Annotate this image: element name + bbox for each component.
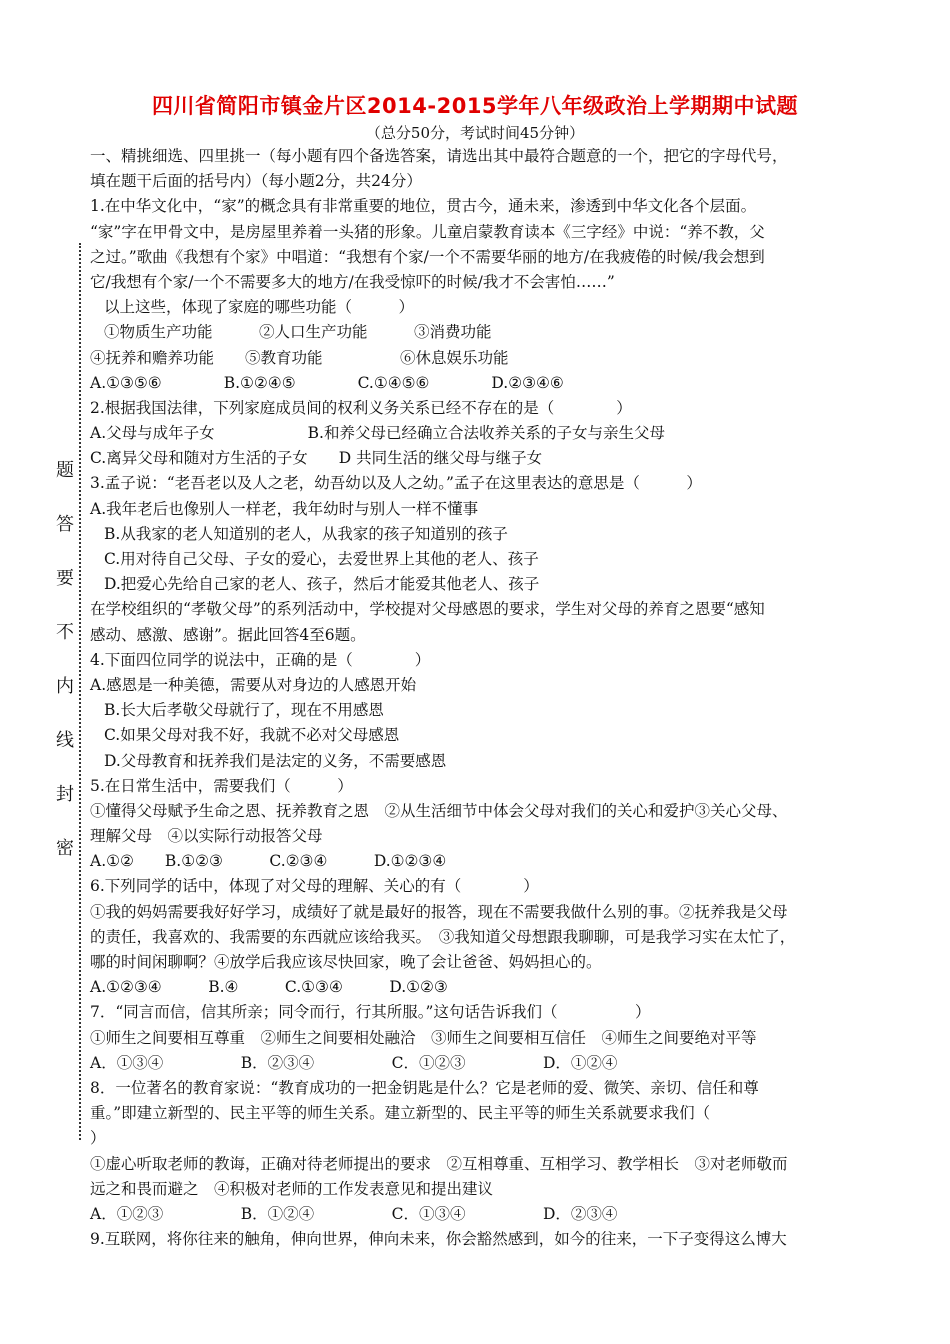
question-1-items: ①物质生产功能 ②人口生产功能 ③消费功能 (104, 323, 492, 342)
exam-title: 四川省简阳市镇金片区2014-2015学年八年级政治上学期期中试题 (151, 94, 799, 118)
margin-char: 要 (56, 568, 74, 589)
margin-char: 内 (56, 676, 74, 697)
question-6-options: A.①②③④ B.④ C.①③④ D.①②③ (90, 978, 448, 997)
question-4-option-c: C.如果父母对我不好，我就不必对父母感恩 (104, 726, 400, 745)
question-8-stem: ） (90, 1129, 106, 1148)
passage-4-6: 在学校组织的“孝敬父母”的系列活动中，学校提对父母感恩的要求，学生对父母的养育之恩要“感知 (90, 600, 765, 619)
question-1-prompt: 以上这些，体现了家庭的哪些功能（ ） (104, 298, 415, 317)
question-2-stem: 2.根据我国法律，下列家庭成员间的权利义务关系已经不存在的是（ ） (90, 398, 632, 417)
question-1-stem: 1.在中华文化中，“家”的概念具有非常重要的地位，贯古今，通未来，渗透到中华文化各个层面。 (90, 197, 757, 216)
passage-4-6: 感动、感激、感谢”。据此回答4至6题。 (90, 625, 366, 644)
section-heading-cont: 填在题干后面的括号内）（每小题2分，共24分） (90, 172, 422, 191)
question-4-option-d: D.父母教育和抚养我们是法定的义务，不需要感恩 (104, 751, 447, 770)
question-3-option-d: D.把爱心先给自己家的老人、孩子，然后才能爱其他老人、孩子 (104, 575, 540, 594)
question-9-stem: 9.互联网，将你往来的触角，伸向世界，伸向未来，你会豁然感到，如今的往来，一下子变得这么博大 (90, 1230, 787, 1249)
question-5-stem: 5.在日常生活中，需要我们（ ） (90, 776, 353, 795)
exam-body (90, 144, 862, 1252)
binding-margin-text (54, 460, 76, 892)
question-3-stem: 3.孟子说：“老吾老以及人之老，幼吾幼以及人之幼。”孟子在这里表达的意思是（ ） (90, 474, 702, 493)
question-3-option-c: C.用对待自己父母、子女的爱心，去爱世界上其他的老人、孩子 (104, 550, 539, 568)
question-7-options: A．①③④ B．②③④ C．①②③ D．①②④ (90, 1053, 618, 1072)
question-1-stem: “家”字在甲骨文中，是房屋里养着一头猪的形象。儿童启蒙教育读本《三字经》中说：“养不教，父 (90, 222, 765, 241)
question-1-options: A.①③⑤⑥ B.①②④⑤ C.①④⑤⑥ D.②③④⑥ (90, 373, 564, 392)
question-1-items: ④抚养和赡养功能 ⑤教育功能 ⑥休息娱乐功能 (90, 348, 509, 367)
question-8-stem: 8．一位著名的教育家说：“教育成功的一把金钥匙是什么？它是老师的爱、微笑、亲切、信任和尊 (90, 1078, 759, 1097)
question-4-stem: 4.下面四位同学的说法中，正确的是（ ） (90, 650, 431, 669)
margin-char: 密 (56, 838, 74, 859)
margin-char: 题 (56, 460, 74, 481)
question-8-items: ①虚心听取老师的教诲，正确对待老师提出的要求 ②互相尊重、互相学习、教学相长 ③对老师敬而 (90, 1154, 788, 1173)
margin-char: 不 (56, 622, 74, 643)
question-1-stem: 之过。”歌曲《我想有个家》中唱道：“我想有个家/一个不需要华丽的地方/在我疲倦的时候/我会想到 (90, 247, 765, 266)
question-5-items: 理解父母 ④以实际行动报答父母 (90, 827, 323, 846)
question-2-options: A.父母与成年子女 B.和养父母已经确立合法收养关系的子女与亲生父母 (90, 424, 665, 443)
question-6-items: 哪的时间闲聊啊？④放学后我应该尽快回家，晚了会让爸爸、妈妈担心的。 (90, 953, 602, 971)
exam-subtitle: （总分50分，考试时间45分钟） (365, 124, 585, 142)
question-5-options: A.①② B.①②③ C.②③④ D.①②③④ (90, 852, 447, 871)
question-6-items: 的责任，我喜欢的、我需要的东西就应该给我买。 ③我知道父母想跟我聊聊，可是我学习实在太忙了， (90, 927, 796, 946)
question-8-stem: 重。”即建立新型的、民主平等的师生关系。建立新型的、民主平等的师生关系就要求我们（ (90, 1104, 711, 1123)
section-heading: 一、精挑细选、四里挑一（每小题有四个备选答案，请选出其中最符合题意的一个，把它的字母代号， (90, 147, 788, 165)
question-4-option-b: B.长大后孝敬父母就行了，现在不用感恩 (104, 701, 384, 720)
question-1-stem: 它/我想有个家/一个不需要多大的地方/在我受惊吓的时候/我才不会害怕……” (90, 272, 615, 291)
question-6-items: ①我的妈妈需要我好好学习，成绩好了就是最好的报答，现在不需要我做什么别的事。②抚养我是父母 (90, 902, 788, 921)
question-7-items: ①师生之间要相互尊重 ②师生之间要相处融洽 ③师生之间要相互信任 ④师生之间要绝对平等 (90, 1028, 757, 1047)
question-8-items: 远之和畏而避之 ④积极对老师的工作发表意见和提出建议 (90, 1179, 494, 1198)
question-8-options: A．①②③ B．①②④ C．①③④ D．②③④ (90, 1204, 618, 1223)
question-3-option-a: A.我年老后也像别人一样老，我年幼时与别人一样不懂事 (90, 499, 479, 518)
question-7-stem: 7．“同言而信，信其所亲；同令而行，行其所服。”这句话告诉我们（ ） (90, 1003, 651, 1022)
margin-char: 线 (56, 730, 74, 751)
margin-char: 答 (56, 514, 74, 535)
question-5-items: ①懂得父母赋予生命之恩、抚养教育之恩 ②从生活细节中体会父母对我们的关心和爱护③关心父母、 (90, 801, 788, 820)
binding-margin-rule (79, 243, 81, 1140)
question-4-option-a: A.感恩是一种美德，需要从对身边的人感恩开始 (90, 675, 417, 694)
question-2-options: C.离异父母和随对方生活的子女 D 共同生活的继父母与继子女 (90, 449, 543, 468)
question-3-option-b: B.从我家的老人知道别的老人，从我家的孩子知道别的孩子 (104, 524, 508, 543)
question-6-stem: 6.下列同学的话中，体现了对父母的理解、关心的有（ ） (90, 877, 539, 896)
margin-char: 封 (56, 784, 74, 805)
